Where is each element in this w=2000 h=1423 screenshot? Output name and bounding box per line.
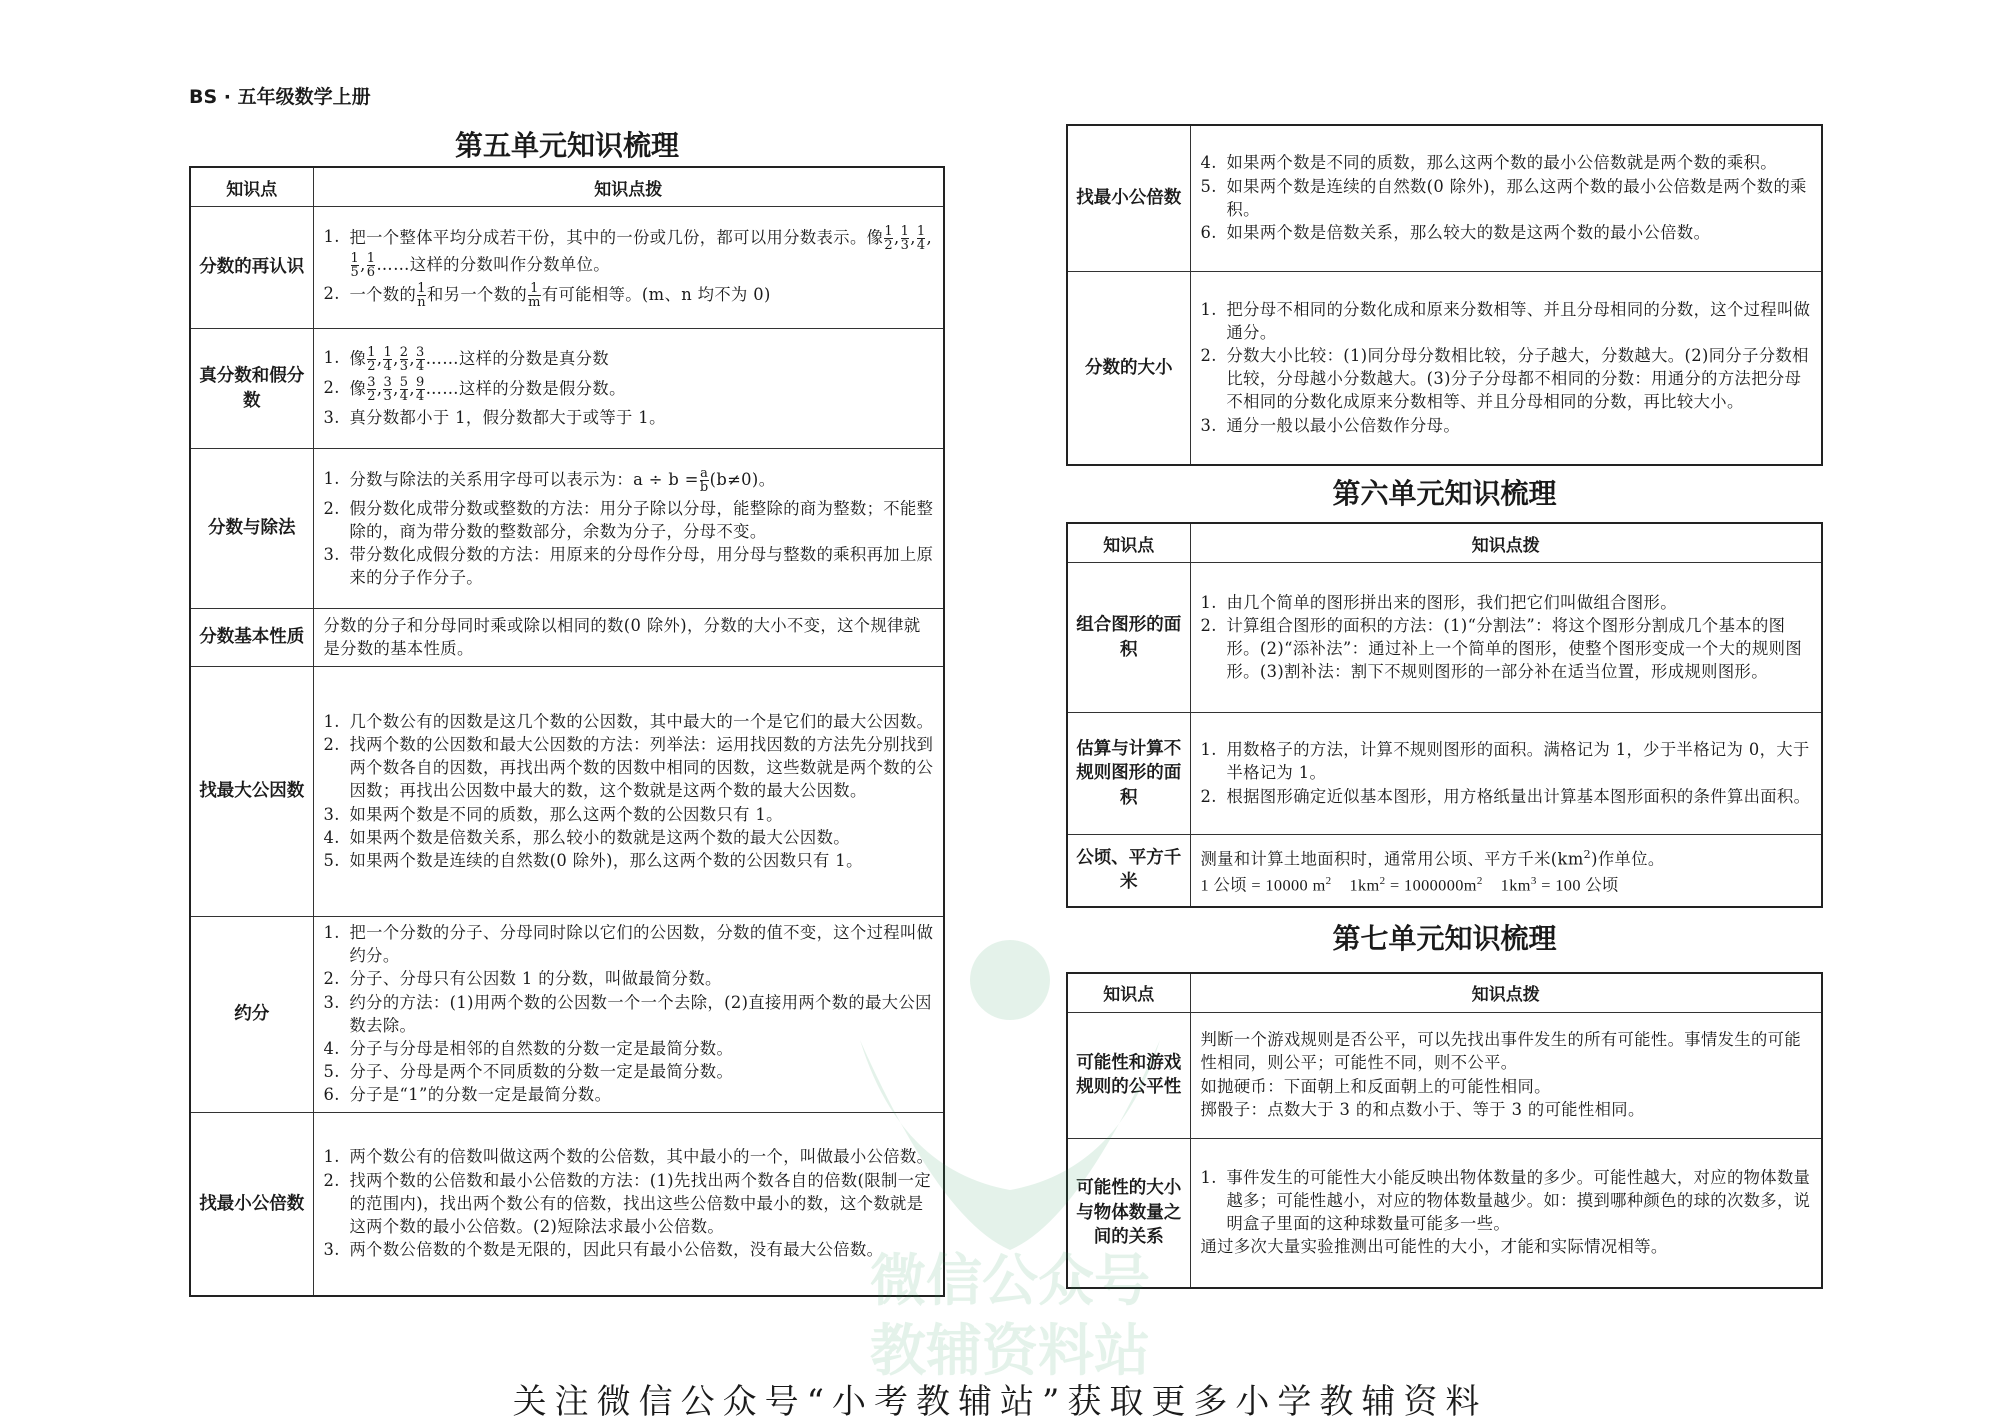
table-row (1067, 713, 1822, 835)
table-row (1067, 835, 1822, 907)
table-row (190, 917, 944, 1113)
table-row (190, 449, 944, 609)
point-cell: 分数的大小 (1067, 271, 1190, 465)
watermark-text-1: 微信公众号 (870, 1249, 1150, 1314)
tips-cell: 1. 分数与除法的关系用字母可以表示为：a ÷ b = $\frac{a}{b}$ (b≠0)。 2. 假分数化成带分数或整数的方法：用分子除以分母，能整除的商为整数；不能整除的，商为带分数的整数部分，余数为分子，分母不变。 3. 带分数化成假分数的方法：用原来的分母作分母，用分母与整数的乘积再加上原来的分子作分子。 (313, 449, 944, 609)
header-tips: 知识点拨 (313, 167, 944, 207)
table-row (190, 609, 944, 667)
table-row (190, 1112, 944, 1296)
table-header-row (1067, 523, 1822, 563)
table-row (1067, 1012, 1822, 1138)
tips-cell: 判断一个游戏规则是否公平，可以先找出事件发生的所有可能性。事情发生的可能性相同，则公平；可能性不同，则不公平。 如抛硬币：下面朝上和反面朝上的可能性相同。 掷骰子：点数大于 3 的和点数小于、等于 3 的可能性相同。 (1190, 1012, 1822, 1138)
table-header-row (1067, 973, 1822, 1013)
header-tips: 知识点拨 (1190, 523, 1822, 563)
tips-cell: 1. 事件发生的可能性大小能反映出物体数量的多少。可能性越大，对应的物体数量越多；可能性越小，对应的物体数量越少。如：摸到哪种颜色的球的次数多，说明盒子里面的这种球数量可能多一些。 通过多次大量实验推测出可能性的大小，才能和实际情况相等。 (1190, 1138, 1822, 1288)
tips-cell: 4. 如果两个数是不同的质数，那么这两个数的最小公倍数就是两个数的乘积。 5. 如果两个数是连续的自然数(0 除外)，那么这两个数的最小公倍数是两个数的乘积。 6. 如果两个数是倍数关系，那么较大的数是这两个数的最小公倍数。 (1190, 125, 1822, 271)
table-row (190, 329, 944, 449)
table-row (190, 667, 944, 917)
watermark-text-2: 教辅资料站 (870, 1319, 1150, 1384)
tips-cell: 1. 由几个简单的图形拼出来的图形，我们把它们叫做组合图形。 2. 计算组合图形的面积的方法：(1)“分割法”：将这个图形分割成几个基本的图形。(2)“添补法”：通过补上一个简单的图形，使整个图形变成一个大的规则图形。(3)割补法：割下不规则图形的一部分补在适当位置，形成规则图形。 (1190, 563, 1822, 713)
header-point: 知识点 (1067, 973, 1190, 1013)
unit5-continued-table (1066, 124, 1823, 466)
unit6-title: 第六单元知识梳理 (1332, 477, 1557, 510)
point-cell: 组合图形的面积 (1067, 563, 1190, 713)
tips-cell: 分数的分子和分母同时乘或除以相同的数(0 除外)，分数的大小不变，这个规律就是分数的基本性质。 (313, 609, 944, 667)
header-tips: 知识点拨 (1190, 973, 1822, 1013)
table-row (1067, 563, 1822, 713)
book-header-label: BS · 五年级数学上册 (189, 86, 371, 108)
right-column (1066, 124, 1823, 1289)
point-cell: 真分数和假分数 (190, 329, 313, 449)
point-cell: 可能性和游戏规则的公平性 (1067, 1012, 1190, 1138)
point-cell: 分数的再认识 (190, 207, 313, 329)
unit5-table (189, 166, 945, 1297)
point-cell: 公顷、平方千米 (1067, 835, 1190, 907)
table-row (190, 207, 944, 329)
header-point: 知识点 (1067, 523, 1190, 563)
point-cell: 找最大公因数 (190, 667, 313, 917)
unit7-table (1066, 972, 1823, 1290)
unit7-title: 第七单元知识梳理 (1332, 921, 1557, 955)
tips-cell: 1. 把一个分数的分子、分母同时除以它们的公因数，分数的值不变，这个过程叫做约分。 2. 分子、分母只有公因数 1 的分数，叫做最简分数。 3. 约分的方法：(1)用两个数的公因数一个一个去除，(2)直接用两个数的最大公因数去除。 4. 分子与分母是相邻的自然数的分数一定是最简分数。 5. 分子、分母是两个不同质数的分数一定是最简分数。 6. 分子是“1”的分数一定是最简分数。 (313, 917, 944, 1113)
tips-cell: 1. 几个数公有的因数是这几个数的公因数，其中最大的一个是它们的最大公因数。 2. 找两个数的公因数和最大公因数的方法：列举法：运用找因数的方法先分别找到两个数各自的因数，再找出两个数的因数中相同的因数，这些数就是两个数的公因数；再找出公因数中最大的数，这个数就是这两个数的最大公因数。 3. 如果两个数是不同的质数，那么这两个数的公因数只有 1。 4. 如果两个数是倍数关系，那么较小的数就是这两个数的最大公因数。 5. 如果两个数是连续的自然数(0 除外)，那么这两个数的公因数只有 1。 (313, 667, 944, 917)
table-header-row (190, 167, 944, 207)
table-row (1067, 125, 1822, 271)
watermark-circle (970, 940, 1050, 1020)
point-cell: 估算与计算不规则图形的面积 (1067, 713, 1190, 835)
tips-cell: 1. 把分母不相同的分数化成和原来分数相等、并且分母相同的分数，这个过程叫做通分。 2. 分数大小比较：(1)同分母分数相比较，分子越大，分数越大。(2)同分子分数相比较，分母越小分数越大。(3)分子分母都不相同的分数：用通分的方法把分母不相同的分数化成原来分数相等、并且分母相同的分数，再比较大小。 3. 通分一般以最小公倍数作分母。 (1190, 271, 1822, 465)
table-row (1067, 1138, 1822, 1288)
point-cell: 可能性的大小与物体数量之间的关系 (1067, 1138, 1190, 1288)
unit6-table (1066, 522, 1823, 908)
tips-cell: 1. 用数格子的方法，计算不规则图形的面积。满格记为 1，少于半格记为 0，大于半格记为 1。 2. 根据图形确定近似基本图形，用方格纸量出计算基本图形面积的条件算出面积。 (1190, 713, 1822, 835)
tips-cell: 1. 把一个整体平均分成若干份，其中的一份或几份，都可以用分数表示。像 $\frac{1}{2}$ , $\frac{1}{3}$ , $\frac{1}{4}$ , $\frac{1}{5}$ , $\frac{1}{6}$ ……这样的分数叫作分数单位。 2. 一个数的 $\frac{1}{n}$ 和另一个数的 $\frac{1}{m}$ 有可能相等。(m、n 均不为 0) (313, 207, 944, 329)
point-cell: 分数与除法 (190, 449, 313, 609)
point-cell: 约分 (190, 917, 313, 1113)
point-cell: 找最小公倍数 (1067, 125, 1190, 271)
table-row (1067, 271, 1822, 465)
left-column (189, 126, 945, 1297)
point-cell: 找最小公倍数 (190, 1112, 313, 1296)
header-point: 知识点 (190, 167, 313, 207)
unit5-title: 第五单元知识梳理 (454, 129, 679, 162)
tips-cell: 1. 两个数公有的倍数叫做这两个数的公倍数，其中最小的一个，叫做最小公倍数。 2. 找两个数的公倍数和最小公倍数的方法：(1)先找出两个数各自的倍数(限制一定的范围内)，找出两个数公有的倍数，找出这些公倍数中最小的数，这个数就是这两个数的最小公倍数。(2)短除法求最小公倍数。 3. 两个数公倍数的个数是无限的，因此只有最小公倍数，没有最大公倍数。 (313, 1112, 944, 1296)
tips-cell: 测量和计算土地面积时，通常用公顷、平方千米$(km^2)$作单位。 1 公顷 = 10000 $m^2$ $1km^2 = 1000000m^2$ $1km^3 = 100$ 公顷 (1190, 835, 1822, 907)
footer-promo-text: 关注微信公众号“小考教辅站”获取更多小学教辅资料 (512, 1382, 1488, 1422)
tips-cell: 1. 像 $\frac{1}{2}$ , $\frac{1}{4}$ , $\frac{2}{3}$ , $\frac{3}{4}$ ……这样的分数是真分数 2. 像 $\frac{3}{2}$ , $\frac{3}{3}$ , $\frac{5}{4}$ , $\frac{9}{4}$ ……这样的分数是假分数。 3. 真分数都小于 1，假分数都大于或等于 1。 (313, 329, 944, 449)
point-cell: 分数基本性质 (190, 609, 313, 667)
